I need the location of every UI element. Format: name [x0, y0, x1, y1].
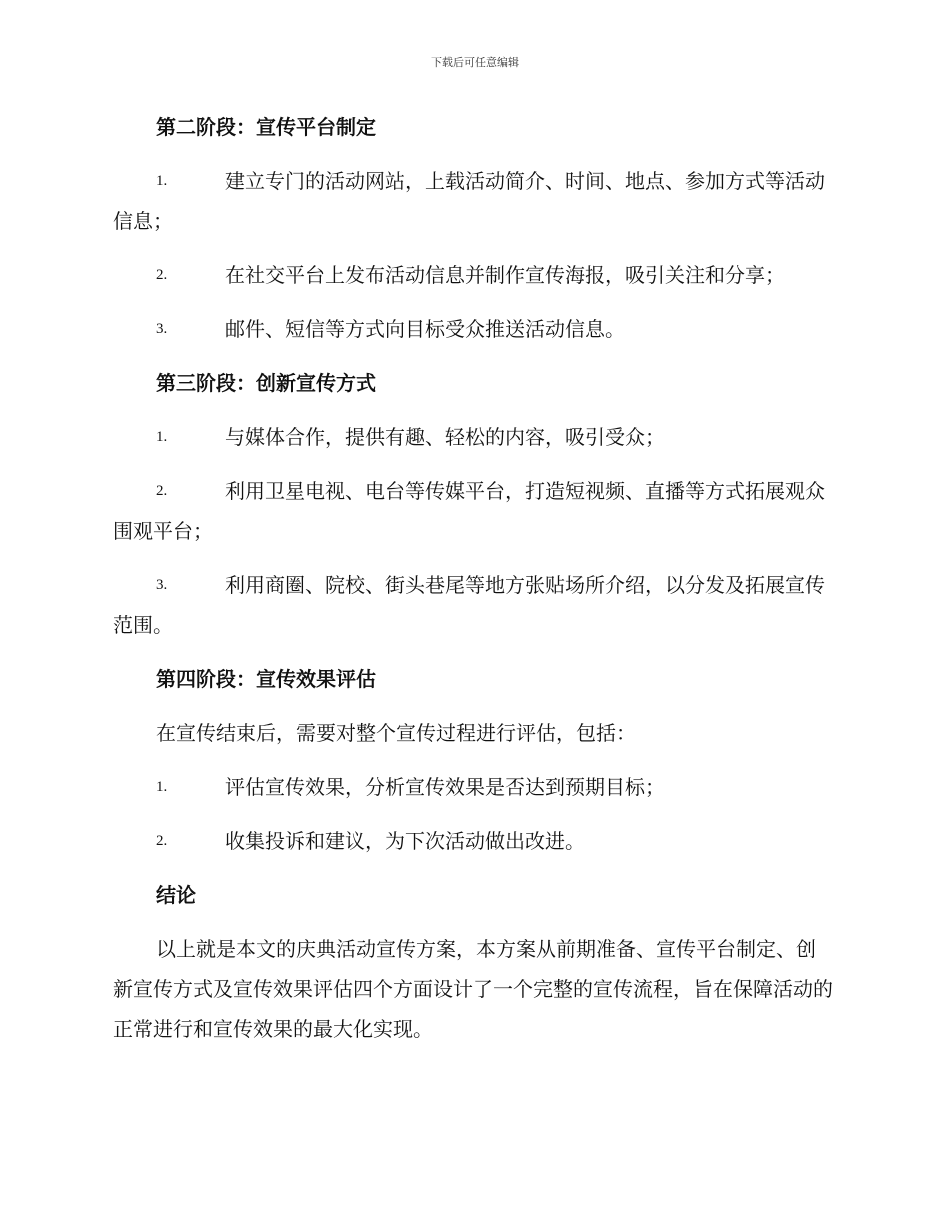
list-item	[113, 417, 835, 457]
list-text: 收集投诉和建议，为下次活动做出改进。	[225, 829, 585, 853]
document-body	[113, 107, 835, 1063]
list-number: 2.	[156, 833, 168, 849]
list-number: 1.	[156, 429, 168, 445]
list-text: 与媒体合作，提供有趣、轻松的内容，吸引受众；	[225, 425, 665, 449]
list-text: 利用卫星电视、电台等传媒平台，打造短视频、直播等方式拓展观众围观平台；	[113, 479, 825, 543]
section-heading-stage-3: 第三阶段：创新宣传方式	[156, 371, 376, 395]
list-item	[113, 255, 835, 295]
list-number: 2.	[156, 483, 168, 499]
list-item	[113, 471, 835, 551]
page-header-note: 下载后可任意编辑	[431, 56, 519, 69]
list-item	[113, 161, 835, 241]
list-number: 1.	[156, 779, 168, 795]
list-item	[113, 565, 835, 645]
list-item	[113, 309, 835, 349]
conclusion-paragraph: 以上就是本文的庆典活动宣传方案，本方案从前期准备、宣传平台制定、创新宣传方式及宣传效果评估四个方面设计了一个完整的宣传流程，旨在保障活动的正常进行和宣传效果的最大化实现。	[113, 937, 833, 1041]
list-number: 3.	[156, 577, 168, 593]
list-number: 1.	[156, 173, 168, 189]
list-text: 在社交平台上发布活动信息并制作宣传海报，吸引关注和分享；	[225, 263, 785, 287]
list-text: 利用商圈、院校、街头巷尾等地方张贴场所介绍，以分发及拓展宣传范围。	[113, 573, 825, 637]
section-heading-stage-4: 第四阶段：宣传效果评估	[156, 667, 376, 691]
list-number: 3.	[156, 321, 168, 337]
conclusion-heading: 结论	[156, 883, 196, 907]
list-item	[113, 821, 835, 861]
list-text: 评估宣传效果，分析宣传效果是否达到预期目标；	[225, 775, 665, 799]
list-item	[113, 767, 835, 807]
section-heading-stage-2: 第二阶段：宣传平台制定	[156, 115, 376, 139]
list-text: 邮件、短信等方式向目标受众推送活动信息。	[225, 317, 625, 341]
section-intro-paragraph: 在宣传结束后，需要对整个宣传过程进行评估，包括：	[156, 721, 636, 745]
list-text: 建立专门的活动网站，上载活动简介、时间、地点、参加方式等活动信息；	[113, 169, 825, 233]
list-number: 2.	[156, 267, 168, 283]
